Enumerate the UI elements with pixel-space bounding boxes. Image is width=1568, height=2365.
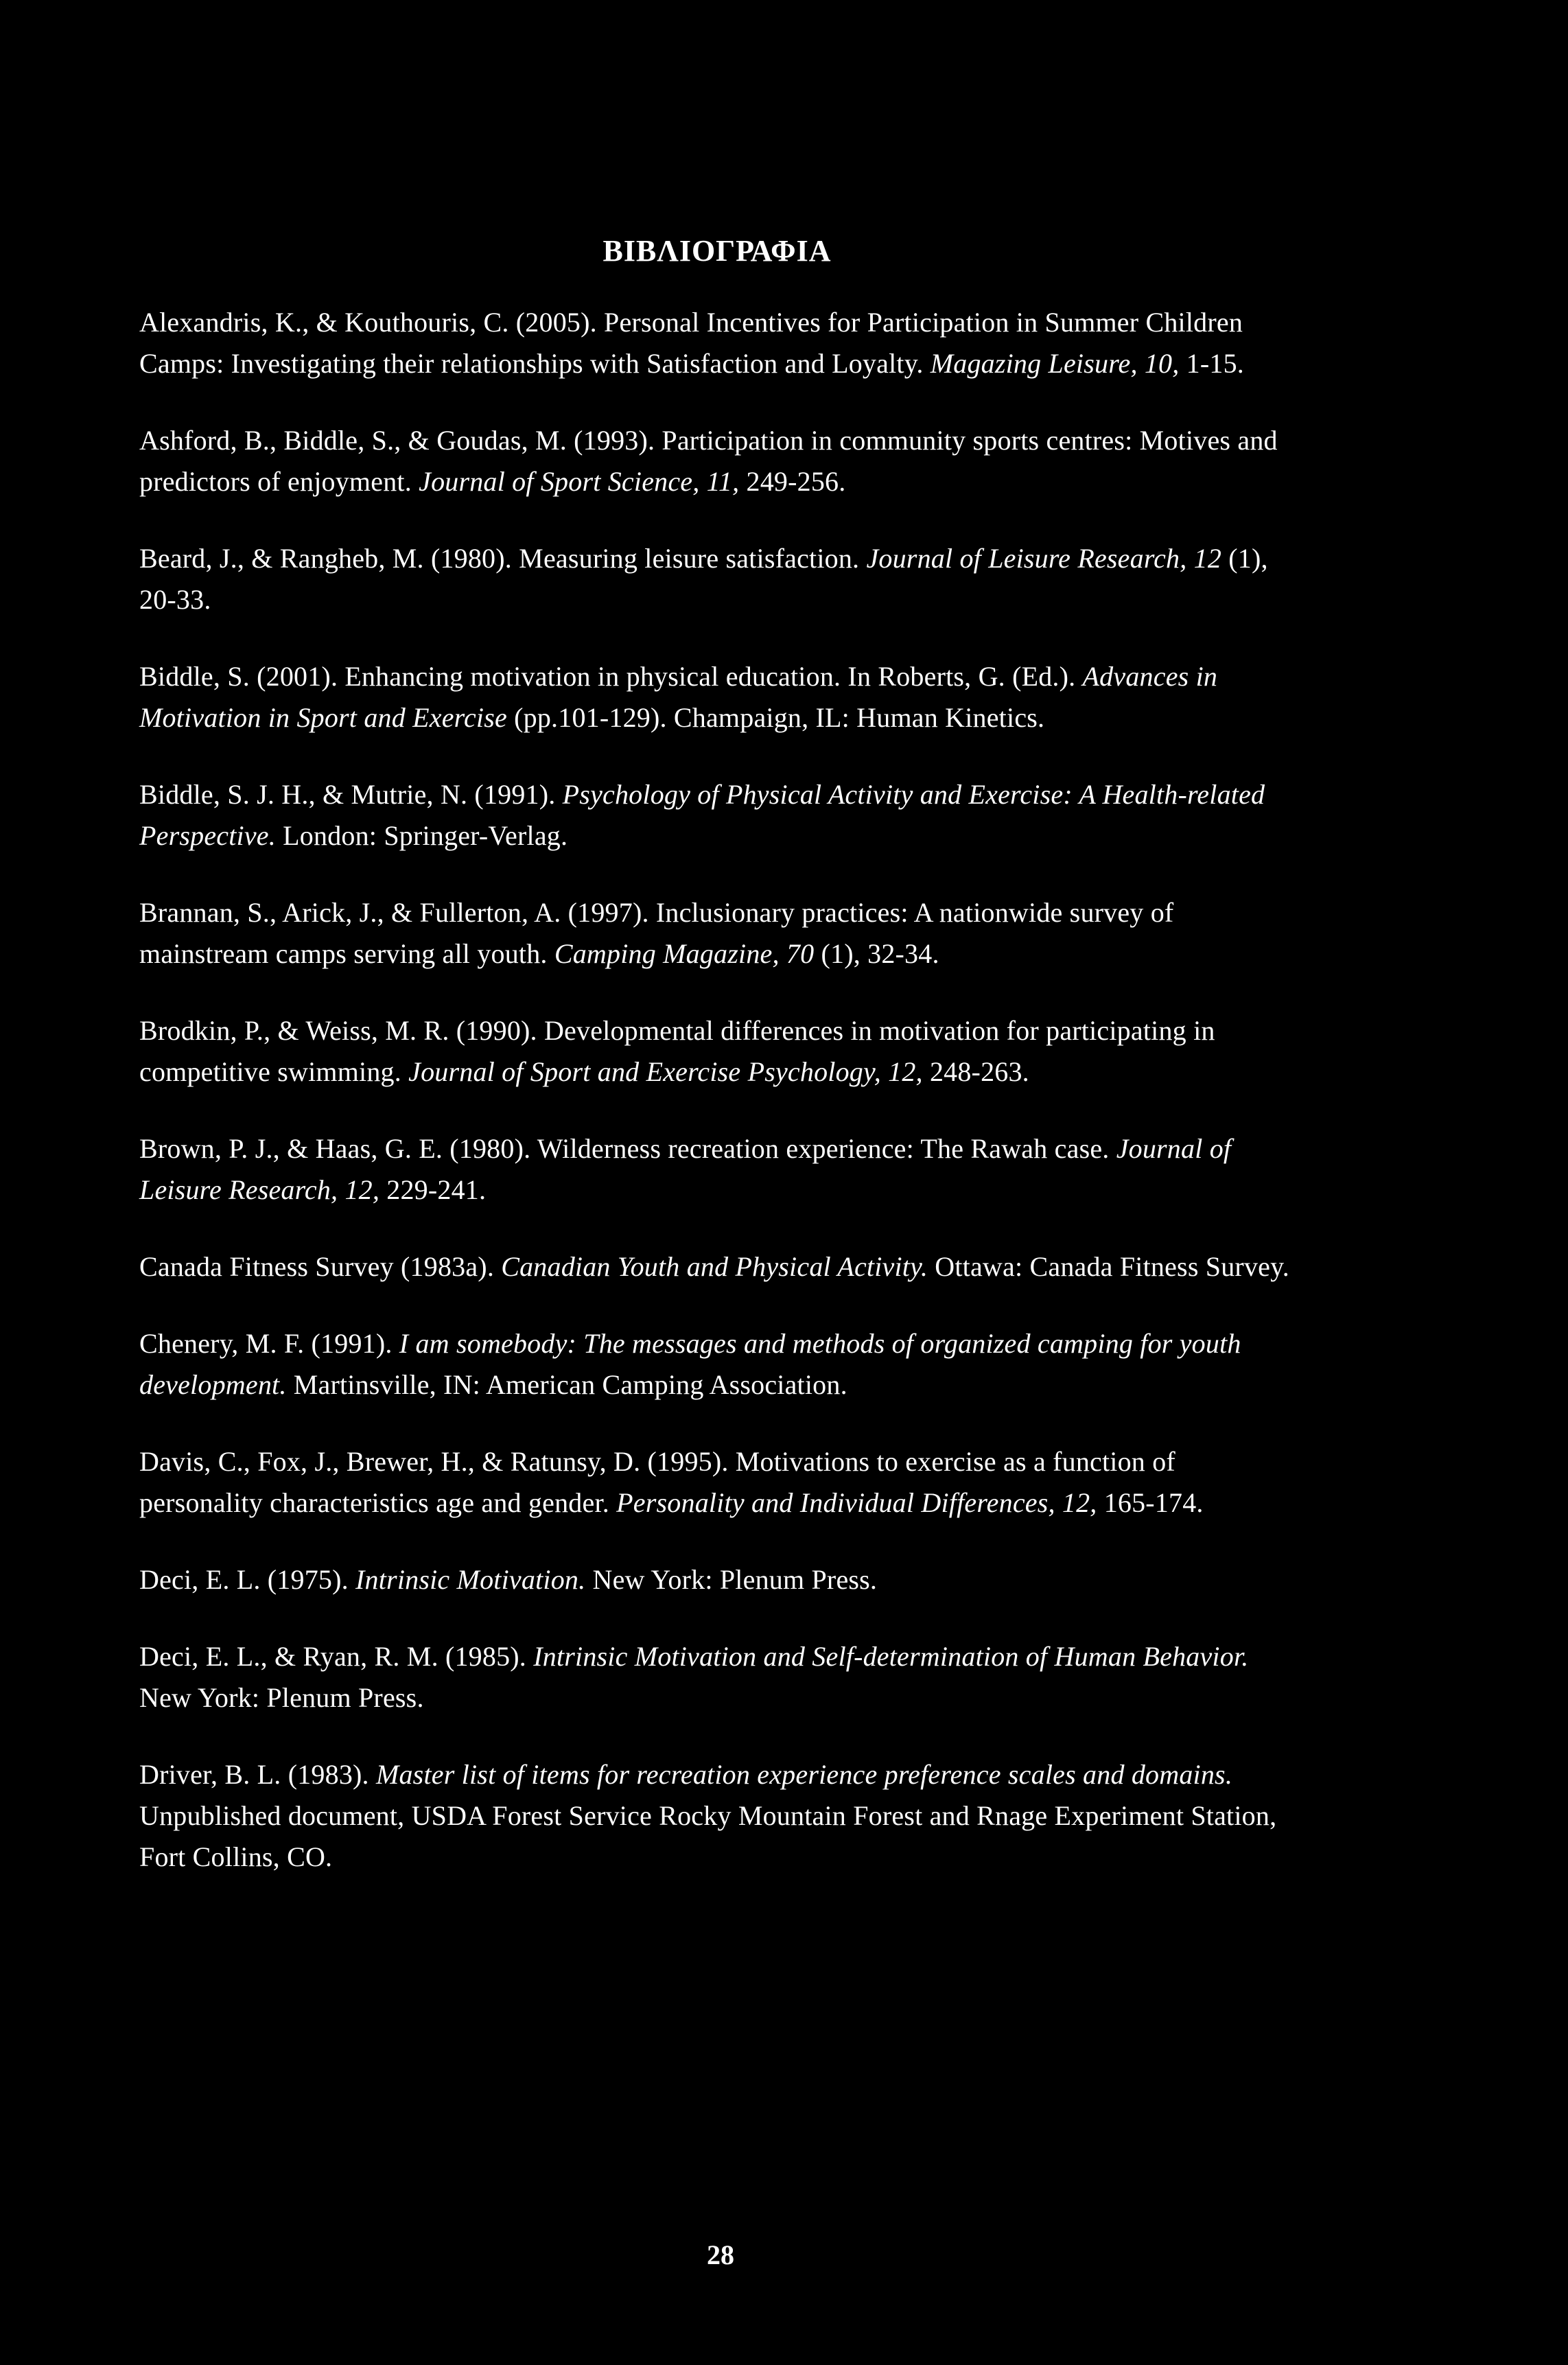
- reference-text: Biddle, S. J. H., & Mutrie, N. (1991).: [139, 779, 563, 810]
- reference-details: (1), 20-33.: [139, 543, 1268, 615]
- reference-entry: [139, 1754, 1292, 1878]
- reference-details: (1), 32-34.: [814, 938, 939, 969]
- reference-details: 165-174.: [1097, 1487, 1204, 1518]
- reference-text: Deci, E. L., & Ryan, R. M. (1985).: [139, 1641, 534, 1672]
- reference-entry: [139, 302, 1292, 384]
- reference-details: New York: Plenum Press.: [139, 1682, 424, 1713]
- reference-source: Canadian Youth and Physical Activity.: [501, 1251, 928, 1282]
- reference-entry: [139, 1559, 1292, 1600]
- reference-source: Journal of Sport Science, 11,: [419, 466, 740, 497]
- reference-source: Intrinsic Motivation and Self-determination of Human Behavior.: [533, 1641, 1249, 1672]
- reference-source: Advances in Motivation in Sport and Exercise: [139, 661, 1218, 733]
- reference-text: Ashford, B., Biddle, S., & Goudas, M. (1993). Participation in community sports centres: Motives and predictors of enjoyment.: [139, 425, 1278, 497]
- reference-source: Psychology of Physical Activity and Exercise: A Health-related Perspective.: [139, 779, 1265, 851]
- reference-entry: [139, 1636, 1292, 1719]
- reference-text: Chenery, M. F. (1991).: [139, 1328, 399, 1359]
- reference-entry: [139, 1323, 1292, 1406]
- reference-details: (pp.101-129). Champaign, IL: Human Kinetics.: [506, 702, 1045, 733]
- reference-entry: [139, 1128, 1292, 1211]
- reference-source: Intrinsic Motivation.: [355, 1564, 586, 1595]
- reference-text: Canada Fitness Survey (1983a).: [139, 1251, 502, 1282]
- reference-details: Martinsville, IN: American Camping Association.: [286, 1369, 847, 1400]
- reference-text: Brodkin, P., & Weiss, M. R. (1990). Developmental differences in motivation for participating in competitive swimming.: [139, 1015, 1215, 1087]
- reference-details: Unpublished document, USDA Forest Service Rocky Mountain Forest and Rnage Experiment Station, Fort Collins, CO.: [139, 1800, 1277, 1872]
- reference-details: London: Springer-Verlag.: [275, 820, 568, 851]
- reference-source: Camping Magazine, 70: [554, 938, 815, 969]
- reference-entry: [139, 1441, 1292, 1524]
- reference-entry: [139, 538, 1292, 620]
- page-title: ΒΙΒΛΙΟΓΡΑΦΙΑ: [602, 234, 832, 268]
- reference-text: Deci, E. L. (1975).: [139, 1564, 356, 1595]
- reference-details: Ottawa: Canada Fitness Survey.: [928, 1251, 1289, 1282]
- reference-details: 1-15.: [1179, 348, 1244, 379]
- reference-source: Journal of Sport and Exercise Psychology, 12,: [408, 1056, 923, 1087]
- reference-entry: [139, 892, 1292, 975]
- reference-entry: [139, 656, 1292, 738]
- reference-text: Brannan, S., Arick, J., & Fullerton, A. (1997). Inclusionary practices: A nationwide survey of mainstream camps serving all youth.: [139, 897, 1174, 969]
- reference-source: Master list of items for recreation experience preference scales and domains.: [375, 1759, 1233, 1790]
- reference-text: Beard, J., & Rangheb, M. (1980). Measuring leisure satisfaction.: [139, 543, 867, 574]
- reference-text: Driver, B. L. (1983).: [139, 1759, 376, 1790]
- reference-entry: [139, 420, 1292, 502]
- reference-entry: [139, 1246, 1292, 1288]
- reference-source: Personality and Individual Differences, 12,: [616, 1487, 1097, 1518]
- reference-source: I am somebody: The messages and methods of organized camping for youth development.: [139, 1328, 1241, 1400]
- reference-text: Brown, P. J., & Haas, G. E. (1980). Wilderness recreation experience: The Rawah case.: [139, 1133, 1116, 1164]
- reference-details: 248-263.: [922, 1056, 1029, 1087]
- reference-source: Journal of Leisure Research, 12: [866, 543, 1222, 574]
- reference-source: Magazing Leisure, 10,: [930, 348, 1180, 379]
- reference-details: 249-256.: [739, 466, 846, 497]
- reference-text: Alexandris, K., & Kouthouris, C. (2005). Personal Incentives for Participation in Summer Children Camps: Investigating their relationships with Satisfaction and Loyalty.: [139, 307, 1243, 379]
- reference-entry: [139, 1010, 1292, 1093]
- reference-details: New York: Plenum Press.: [585, 1564, 878, 1595]
- reference-source: Journal of Leisure Research, 12,: [139, 1133, 1232, 1205]
- reference-list: [139, 302, 1292, 1913]
- reference-text: Davis, C., Fox, J., Brewer, H., & Ratunsy, D. (1995). Motivations to exercise as a function of personality characteristics age and gender.: [139, 1446, 1175, 1518]
- page-number: 28: [707, 2239, 734, 2270]
- reference-details: 229-241.: [379, 1174, 487, 1205]
- reference-entry: [139, 774, 1292, 857]
- reference-text: Biddle, S. (2001). Enhancing motivation in physical education. In Roberts, G. (Ed.).: [139, 661, 1083, 692]
